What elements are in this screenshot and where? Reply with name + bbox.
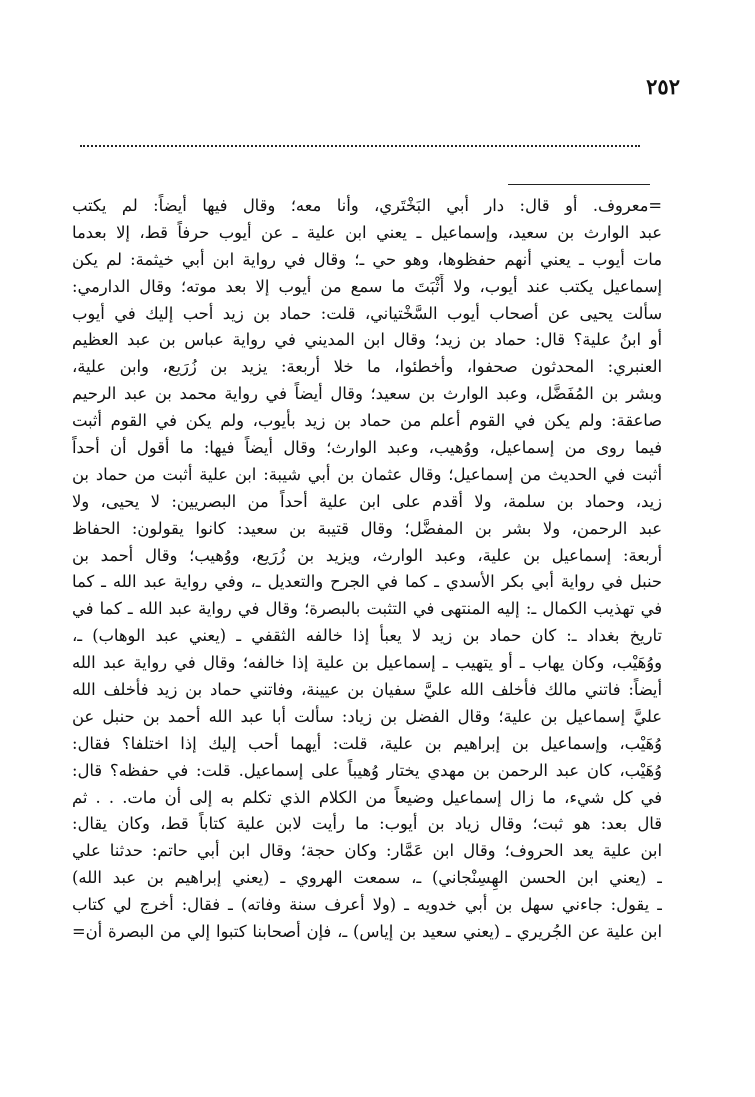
footnote-line: قال بعد: هو ثبت؛ وقال زياد بن أيوب: ما رأيت لابن علية كتاباً قط، وكان يقال:	[72, 814, 662, 834]
page-number: ٢٥٢	[646, 74, 680, 99]
footnote-line: ابن علية عن الجُريري ـ (يعني سعيد بن إياس) ـ، فإن أصحابنا كتبوا إلي من البصرة أن=	[72, 922, 662, 942]
footnote-line: فيما روى من إسماعيل، ووُهيب، وعبد الوارث؛ وقال أيضاً فيها: ما أقول أن أحداً	[72, 438, 662, 458]
footnote-line: أربعة: إسماعيل بن علية، وعبد الوارث، ويزيد بن زُرَيع، ووُهيب؛ وقال أحمد بن	[72, 545, 662, 565]
footnote-line: في تهذيب الكمال ـ: إليه المنتهى في التثبت بالبصرة؛ وقال في رواية عبد الله ـ كما في	[72, 599, 662, 619]
footnote-line: العنبري: المحدثون صحفوا، وأخطئوا، ما خلا أربعة: يزيد بن زُرَيع، وابن علية،	[72, 357, 662, 377]
footnote-line: تاريخ بغداد ـ: كان حماد بن زيد لا يعبأ إذا خالفه الثقفي ـ (يعني عبد الوهاب) ـ،	[72, 626, 662, 646]
footnote-separator-rule	[508, 184, 650, 185]
footnote-line: أو ابنُ علية؟ قال: حماد بن زيد؛ وقال ابن المديني في رواية عباس بن عبد العظيم	[72, 330, 662, 350]
footnote-line: عليَّ إسماعيل بن علية؛ وقال الفضل بن زياد: سألت أبا عبد الله أحمد بن حنبل عن	[72, 706, 662, 726]
footnote-line: ـ (يعني ابن الحسن الهِسِنْجاني) ـ، سمعت الهروي ـ (يعني إبراهيم بن عبد الله)	[72, 868, 662, 888]
footnote-line: وبشر بن المُفَضَّل، وعبد الوارث بن سعيد؛ وقال أيضاً في رواية محمد بن عبد الرحيم	[72, 384, 662, 404]
footnote-line: ـ يقول: جاءني سهل بن أبي خدويه ـ (ولا أعرف سنة وفاته) ـ فقال: أخرج لي كتاب	[72, 895, 662, 915]
footnote-line: عبد الرحمن، ولا بشر بن المفضَّل؛ وقال قتيبة بن سعيد: كانوا يقولون: الحفاظ	[72, 518, 662, 538]
footnote-text	[72, 193, 662, 946]
footnote-line: زيد، وحماد بن سلمة، ولا أقدم على ابن علية أحداً من البصريين: لا يحيى، ولا	[72, 491, 662, 511]
footnote-line: وُهَيْب، كان عبد الرحمن بن مهدي يختار وُهيباً على إسماعيل. قلت: في حفظه؟ قال:	[72, 760, 662, 780]
footnote-line: صاعقة: ولم يكن في القوم أعلم من حماد بن زيد بأيوب، ولم يكن في القوم أثبت	[72, 411, 662, 431]
footnote-line: في كل شيء، ما زال إسماعيل وضيعاً من الكلام الذي تكلم به إلى أن مات. . . ثم	[72, 787, 662, 807]
footnote-line: مات أيوب ـ يعني أنهم حفظوها، وهو حي ـ؛ وقال في رواية ابن أبي خيثمة: لم يكن	[72, 249, 662, 269]
footnote-line: عبد الوارث بن سعيد، وإسماعيل ـ يعني ابن علية ـ عن أيوب حرفاً قط، إلا بعدما	[72, 222, 662, 242]
dotted-separator	[80, 145, 640, 147]
footnote-line: ابن علية يعد الحروف؛ وقال ابن عَمَّار: وكان حجة؛ وقال ابن أبي حاتم: حدثنا علي	[72, 841, 662, 861]
footnote-line: أثبت في الحديث من إسماعيل؛ وقال عثمان بن أبي شيبة: ابن علية أثبت من حماد بن	[72, 464, 662, 484]
footnote-line: سألت يحيى عن أصحاب أيوب السَّخْتياني، قلت: حماد بن زيد أحب إليك في أيوب	[72, 303, 662, 323]
footnote-line: إسماعيل يكتب عند أيوب، ولا أَثْبَتَ ما سمع من أيوب إلا بعد موته؛ وقال الدارمي:	[72, 276, 662, 296]
footnote-line: وُهَيْب، وإسماعيل بن إبراهيم بن علية، قلت: أيهما أحب إليك إذا اختلفا؟ فقال:	[72, 733, 662, 753]
footnote-line: حنبل في رواية أبي بكر الأسدي ـ كما في الجرح والتعديل ـ، وفي رواية عبد الله ـ كما	[72, 572, 662, 592]
footnote-line: أيضاً: فاتني مالك فأخلف الله عليَّ سفيان بن عيينة، وفاتني حماد بن زيد فأخلف الله	[72, 680, 662, 700]
footnote-line: ووُهَيْب، وكان يهاب ـ أو يتهيب ـ إسماعيل بن علية إذا خالفه؛ وقال في رواية عبد الله	[72, 653, 662, 673]
footnote-line: =معروف. أو قال: دار أبي البَخْتَري، وأنا معه؛ وقال فيها أيضاً: لم يكتب	[72, 196, 662, 215]
